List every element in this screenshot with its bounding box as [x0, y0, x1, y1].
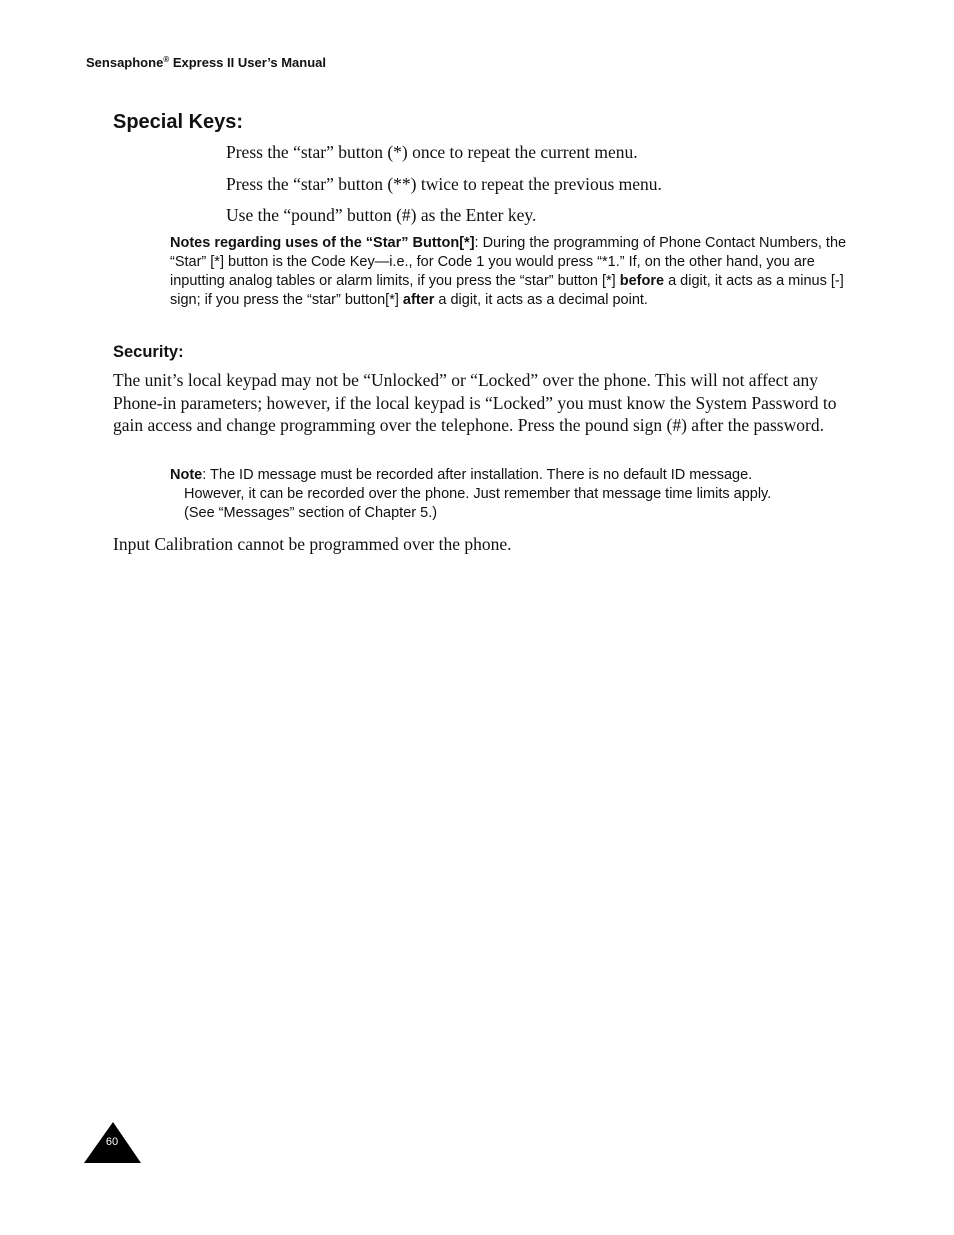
note-text: : During the programming of Phone Contact Numbers, the “Star” [*] button is the Code Key—i.e., for Code 1 you would press “*1.” If, on the other hand, you are inputting analog tables or alarm limits, if you press the “star” button [*]: [170, 235, 847, 289]
id-message-note: [170, 466, 850, 523]
special-key-line: Press the “star” button (**) twice to repeat the previous menu.: [226, 174, 662, 194]
header-brand: Sensaphone: [86, 55, 164, 70]
note-line: However, it can be recorded over the phone. Just remember that message time limits apply.: [184, 486, 772, 502]
note-label: Notes regarding uses of the “Star” Button[*]: [170, 235, 475, 251]
running-header: [86, 55, 326, 70]
star-button-note: [170, 234, 850, 310]
note-line: : The ID message must be recorded after installation. There is no default ID message.: [202, 467, 753, 483]
note-text: a digit, it acts as a decimal point.: [434, 292, 648, 308]
note-line: (See “Messages” section of Chapter 5.): [184, 505, 438, 521]
page-number: 60: [105, 1136, 119, 1148]
security-paragraph: The unit’s local keypad may not be “Unlocked” or “Locked” over the phone. This will not affect any Phone-in parameters; however, if the local keypad is “Locked” you must know the System Password to gain access and change programming over the telephone. Press the pound sign (#) after the password.: [113, 370, 837, 436]
registered-mark: ®: [163, 55, 170, 64]
special-keys-heading: Special Keys:: [113, 111, 244, 133]
note-text: a digit, it acts as a minus [-] sign; if you press the “star” button[*]: [170, 273, 844, 308]
note-after: after: [402, 292, 435, 308]
calibration-text: Input Calibration cannot be programmed over the phone.: [113, 534, 512, 554]
special-key-line: Press the “star” button (*) once to repeat the current menu.: [226, 142, 638, 162]
special-key-line: Use the “pound” button (#) as the Enter key.: [226, 205, 537, 225]
header-title: Express II User’s Manual: [169, 55, 326, 70]
security-heading: Security:: [113, 343, 184, 361]
note-before: before: [619, 273, 665, 289]
note-label: Note: [170, 467, 203, 483]
